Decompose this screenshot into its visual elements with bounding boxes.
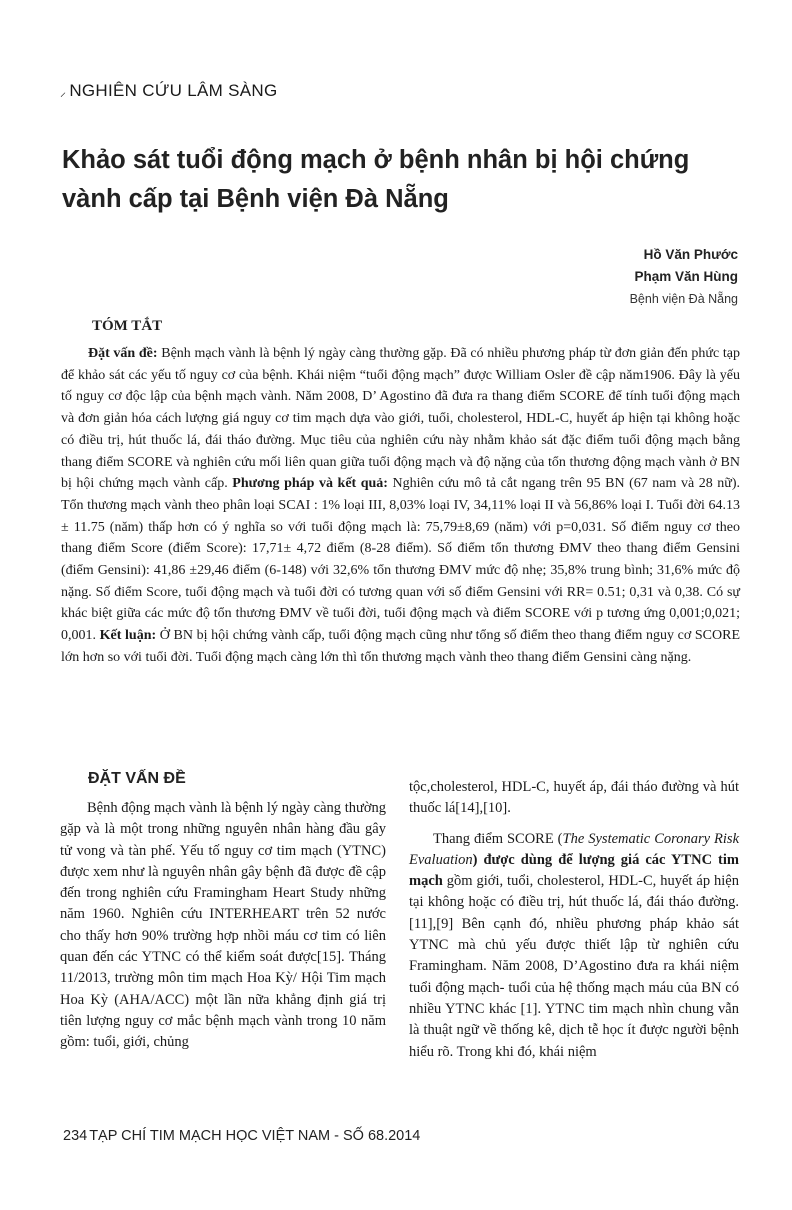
section-label-text: NGHIÊN CỨU LÂM SÀNG — [69, 81, 278, 100]
abstract-body — [61, 343, 740, 669]
affiliation: Bệnh viện Đà Nẵng — [629, 292, 738, 306]
page-footer — [63, 1128, 420, 1144]
abstract-lead-methods: Phương pháp và kết quả: — [232, 476, 388, 492]
article-title: Khảo sát tuổi động mạch ở bệnh nhân bị hội chứng vành cấp tại Bệnh viện Đà Nẵng — [62, 146, 690, 213]
right-column-paragraph-1: tộc,cholesterol, HDL-C, huyết áp, đái tháo đường và hút thuốc lá[14],[10]. — [409, 779, 739, 817]
score-description: gồm giới, tuổi, cholesterol, HDL-C, huyết áp hiện tại không hoặc có điều trị, hút thuốc lá, đái tháo đường. [11],[9] Bên cạnh đó, nhiều phương pháp khảo sát YTNC mà chủ yếu được thiết lập từ nghiên cứu Framingham. Năm 2008, D’Agostino đưa ra khái niệm tuổi động mạch- tuổi của hệ thống mạch máu của BN có nhiều YTNC khác [1]. YTNC tim mạch nhìn chung vẫn là thuật ngữ về thống kê, dịch tễ học ít được người bệnh hiểu rõ. Trong khi đó, khái niệm — [409, 873, 739, 1060]
score-purpose: ) được dùng để lượng giá các YTNC tim mạch — [409, 851, 739, 890]
right-column-paragraph-2 — [409, 829, 739, 1063]
abstract-text-methods: Nghiên cứu mô tả cắt ngang trên 95 BN (67 nam và 28 nữ). Tổn thương mạch vành theo phân loại SCAI : 1% loại III, 8,03% loại IV, 34,11% loại II và 56,86% loại I. Tuổi đời 64.13 ± 11.75 (năm) thấp hơn có ý nghĩa so với tuổi động mạch là: 75,79±8,69 (năm) với p=0,031. Số điểm nguy cơ theo thang điểm Score (điểm Score): 17,71± 4,72 điểm (8-28 điểm). Số điểm tổn thương ĐMV theo thang điểm Gensini (điểm Gensini): 41,86 ±29,46 điểm (6-148) với 32,6% tổn thương ĐMV mức độ nhẹ; 35,8% trung bình; 31,6% mức độ nặng. Số điểm Score, tuổi động mạch và tuổi đời có tương quan với số điểm Gensini với RR= 0.51; 0,31 và 0,38. Có sự khác biệt giữa các mức độ tổn thương ĐMV về tuổi đời, tuổi động mạch và điểm SCORE với p tương ứng 0,001;0,021; 0,001. — [61, 476, 740, 644]
abstract-text-background: Bệnh mạch vành là bệnh lý ngày càng thường gặp. Đã có nhiều phương pháp từ đơn giản đến phức tạp để khảo sát các yếu tố nguy cơ của bệnh. Khái niệm “tuổi động mạch” được William Osler đề cập năm1906. Đây là yếu tố nguy cơ độc lập của bệnh mạch vành. Năm 2008, D’ Agostino đã đưa ra thang điểm SCORE để tính tuổi động mạch và đơn giản hóa cách lượng giá nguy cơ tim mạch dựa vào giới, tuổi, cholesterol, HDL-C, huyết áp hiện tại không hoặc có điều trị, hút thuốc lá, đái tháo đường. Mục tiêu của nghiên cứu này nhằm khảo sát đặc điểm tuổi động mạch bằng thang điểm SCORE và nghiên cứu mối liên quan giữa tuổi động mạch và độ nặng của tổn thương động mạch vành ở BN bị hội chứng mạch vành cấp. — [61, 346, 740, 492]
abstract-lead-conclusion: Kết luận: — [99, 628, 157, 644]
score-intro: Thang điểm SCORE ( — [433, 830, 563, 847]
abstract-lead-background: Đặt vấn đề: — [88, 346, 158, 361]
page-number: 234 — [63, 1128, 88, 1144]
author-1: Hồ Văn Phước — [643, 247, 738, 262]
abstract-heading: TÓM TẮT — [92, 318, 163, 334]
section-mark-icon: ⸝ — [60, 85, 67, 99]
section-heading: ĐẶT VẤN ĐỀ — [88, 770, 186, 787]
section-label — [60, 81, 278, 101]
left-column-paragraph: Bệnh động mạch vành là bệnh lý ngày càng thường gặp và là một trong những nguyên nhân hàng đầu gây tử vong và tàn phế. Yếu tố nguy cơ tim mạch (YTNC) được xem như là nguyên nhân gây bệnh đã được đề cập đến trong nghiên cứu Framingham Heart Study những năm 1960. Nghiên cứu INTERHEART trên 52 nước cho thấy hơn 90% trường hợp nhồi máu cơ tim có liên quan đến các YTNC có thể kiểm soát được[15]. Tháng 11/2013, trường môn tim mạch Hoa Kỳ/ Hội Tim mạch Hoa Kỳ (AHA/ACC) một lần nữa khẳng định giá trị tiên lượng nguy cơ mắc bệnh mạch vành trong 10 năm gồm: tuổi, giới, chủng — [60, 800, 386, 1051]
journal-name: TẠP CHÍ TIM MẠCH HỌC VIỆT NAM - SỐ 68.2014 — [89, 1128, 421, 1144]
abstract-text-conclusion: Ở BN bị hội chứng vành cấp, tuổi động mạch cũng như tổng số điểm theo thang điểm nguy cơ SCORE lớn hơn so với tuổi đời. Tuổi động mạch càng lớn thì tổn thương mạch vành theo thang điểm Gensini càng nặng. — [61, 628, 741, 665]
score-full-name: The Systematic Coronary Risk Evaluation — [409, 830, 739, 868]
right-column — [409, 777, 739, 1063]
author-2: Phạm Văn Hùng — [634, 269, 738, 284]
